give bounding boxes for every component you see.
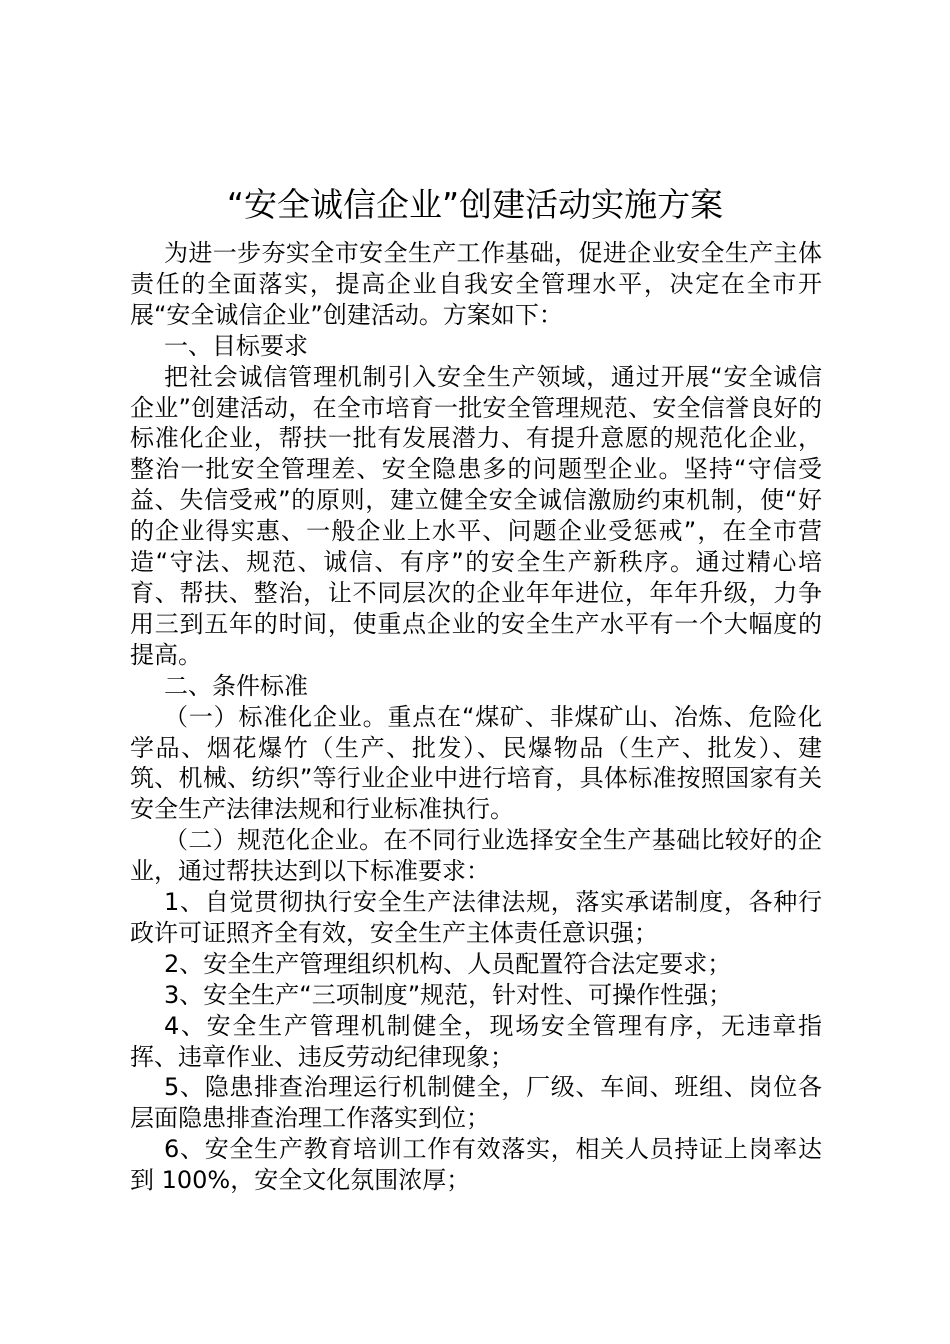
intro-paragraph: 为进一步夯实全市安全生产工作基础，促进企业安全生产主体责任的全面落实，提高企业自我安全管理水平，决定在全市开展“安全诚信企业”创建活动。方案如下： xyxy=(130,239,822,329)
list-item-3: 3、安全生产“三项制度”规范，针对性、可操作性强； xyxy=(164,980,733,1009)
list-item-1: 1、自觉贯彻执行安全生产法律法规，落实承诺制度，各种行政许可证照齐全有效，安全生产主体责任意识强； xyxy=(130,888,822,947)
list-item-6: 6、安全生产教育培训工作有效落实，相关人员持证上岗率达到 100%，安全文化氛围浓厚； xyxy=(130,1135,822,1195)
list-item-2: 2、安全生产管理组织机构、人员配置符合法定要求； xyxy=(164,949,732,978)
section-heading-standards: 二、条件标准 xyxy=(164,671,308,700)
document-title: “安全诚信企业”创建活动实施方案 xyxy=(226,185,724,224)
standardized-enterprise-paragraph: （一）标准化企业。重点在“煤矿、非煤矿山、冶炼、危险化学品、烟花爆竹（生产、批发）、民爆物品（生产、批发）、建筑、机械、纺织”等行业企业中进行培育，具体标准按照国家有关安全生产法律法规和行业标准执行。 xyxy=(130,702,822,824)
list-item-5: 5、隐患排查治理运行机制健全，厂级、车间、班组、岗位各层面隐患排查治理工作落实到位； xyxy=(130,1073,822,1133)
goals-paragraph: 把社会诚信管理机制引入安全生产领域，通过开展“安全诚信企业”创建活动，在全市培育一批安全管理规范、安全信誉良好的标准化企业，帮扶一批有发展潜力、有提升意愿的规范化企业，整治一批安全管理差、安全隐患多的问题型企业。坚持“守信受益、失信受戒”的原则，建立健全安全诚信激励约束机制，使“好的企业得实惠、一般企业上水平、问题企业受惩戒”，在全市营造“守法、规范、诚信、有序”的安全生产新秩序。通过精心培育、帮扶、整治，让不同层次的企业年年进位，年年升级，力争用三到五年的时间，使重点企业的安全生产水平有一个大幅度的提高。 xyxy=(130,362,822,669)
list-item-4: 4、安全生产管理机制健全，现场安全管理有序，无违章指挥、违章作业、违反劳动纪律现象； xyxy=(130,1011,822,1071)
regulated-enterprise-paragraph: （二）规范化企业。在不同行业选择安全生产基础比较好的企业，通过帮扶达到以下标准要求： xyxy=(130,826,822,886)
document-body xyxy=(130,238,822,1196)
section-heading-goals: 一、目标要求 xyxy=(164,331,308,360)
